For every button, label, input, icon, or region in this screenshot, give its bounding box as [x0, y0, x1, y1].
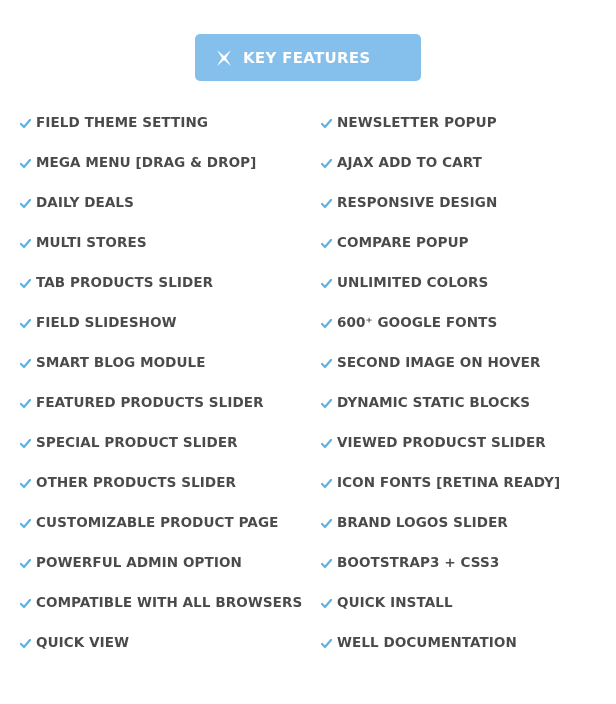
feature-item-powerful-admin-option [20, 543, 302, 583]
star-burst-icon [215, 49, 233, 67]
feature-item-other-products-slider [20, 463, 302, 503]
feature-item-compatible-with-all-browsers [20, 583, 302, 623]
feature-item-newsletter-popup [321, 103, 560, 143]
feature-item-customizable-product-page [20, 503, 302, 543]
feature-item-compare-popup [321, 223, 560, 263]
features-list-right [321, 103, 560, 663]
feature-label: WELL DOCUMENTATION [337, 635, 517, 651]
feature-label: SECOND IMAGE ON HOVER [337, 355, 541, 371]
feature-item-field-slideshow [20, 303, 302, 343]
checkmark-icon [321, 358, 332, 369]
checkmark-icon [321, 558, 332, 569]
feature-label: RESPONSIVE DESIGN [337, 195, 498, 211]
feature-item-multi-stores [20, 223, 302, 263]
checkmark-icon [321, 238, 332, 249]
feature-item-viewed-producst-slider [321, 423, 560, 463]
feature-item-icon-fonts-retina-ready [321, 463, 560, 503]
feature-label: BRAND LOGOS SLIDER [337, 515, 508, 531]
feature-label: POWERFUL ADMIN OPTION [36, 555, 242, 571]
feature-label: FEATURED PRODUCTS SLIDER [36, 395, 264, 411]
checkmark-icon [321, 198, 332, 209]
feature-item-600-google-fonts [321, 303, 560, 343]
checkmark-icon [321, 518, 332, 529]
feature-label: SMART BLOG MODULE [36, 355, 206, 371]
feature-label: DYNAMIC STATIC BLOCKS [337, 395, 531, 411]
checkmark-icon [20, 198, 31, 209]
feature-label: COMPATIBLE WITH ALL BROWSERS [36, 595, 303, 611]
feature-label: ICON FONTS [RETINA READY] [337, 475, 561, 491]
checkmark-icon [321, 278, 332, 289]
feature-label: AJAX ADD TO CART [337, 155, 482, 171]
features-list-left [20, 103, 302, 663]
checkmark-icon [20, 158, 31, 169]
feature-item-brand-logos-slider [321, 503, 560, 543]
checkmark-icon [20, 318, 31, 329]
feature-label: 600⁺ GOOGLE FONTS [337, 315, 498, 331]
feature-item-quick-install [321, 583, 560, 623]
feature-label: DAILY DEALS [36, 195, 134, 211]
checkmark-icon [20, 518, 31, 529]
feature-label: FIELD THEME SETTING [36, 115, 209, 131]
checkmark-icon [20, 238, 31, 249]
feature-label: MULTI STORES [36, 235, 147, 251]
banner-title: KEY FEATURES [243, 48, 371, 67]
checkmark-icon [321, 158, 332, 169]
feature-label: OTHER PRODUCTS SLIDER [36, 475, 237, 491]
feature-item-tab-products-slider [20, 263, 302, 303]
feature-label: QUICK VIEW [36, 635, 130, 651]
checkmark-icon [321, 398, 332, 409]
feature-label: COMPARE POPUP [337, 235, 469, 251]
feature-label: CUSTOMIZABLE PRODUCT PAGE [36, 515, 279, 531]
feature-item-dynamic-static-blocks [321, 383, 560, 423]
checkmark-icon [20, 478, 31, 489]
feature-label: FIELD SLIDESHOW [36, 315, 177, 331]
feature-item-featured-products-slider [20, 383, 302, 423]
checkmark-icon [321, 478, 332, 489]
checkmark-icon [20, 438, 31, 449]
feature-label: VIEWED PRODUCST SLIDER [337, 435, 546, 451]
feature-item-ajax-add-to-cart [321, 143, 560, 183]
feature-item-second-image-on-hover [321, 343, 560, 383]
checkmark-icon [20, 278, 31, 289]
feature-item-bootstrap3-css3 [321, 543, 560, 583]
checkmark-icon [321, 638, 332, 649]
checkmark-icon [20, 558, 31, 569]
feature-item-field-theme-setting [20, 103, 302, 143]
feature-label: SPECIAL PRODUCT SLIDER [36, 435, 238, 451]
feature-item-unlimited-colors [321, 263, 560, 303]
feature-label: NEWSLETTER POPUP [337, 115, 497, 131]
checkmark-icon [20, 598, 31, 609]
feature-item-quick-view [20, 623, 302, 663]
feature-item-daily-deals [20, 183, 302, 223]
feature-item-mega-menu-drag-drop [20, 143, 302, 183]
feature-label: TAB PRODUCTS SLIDER [36, 275, 214, 291]
checkmark-icon [20, 638, 31, 649]
checkmark-icon [321, 438, 332, 449]
checkmark-icon [20, 398, 31, 409]
feature-label: UNLIMITED COLORS [337, 275, 489, 291]
feature-item-well-documentation [321, 623, 560, 663]
feature-label: QUICK INSTALL [337, 595, 453, 611]
checkmark-icon [321, 118, 332, 129]
feature-label: MEGA MENU [DRAG & DROP] [36, 155, 257, 171]
checkmark-icon [321, 598, 332, 609]
checkmark-icon [20, 358, 31, 369]
key-features-banner [195, 34, 421, 81]
feature-item-special-product-slider [20, 423, 302, 463]
feature-label: BOOTSTRAP3 + CSS3 [337, 555, 500, 571]
checkmark-icon [20, 118, 31, 129]
checkmark-icon [321, 318, 332, 329]
feature-item-smart-blog-module [20, 343, 302, 383]
feature-item-responsive-design [321, 183, 560, 223]
